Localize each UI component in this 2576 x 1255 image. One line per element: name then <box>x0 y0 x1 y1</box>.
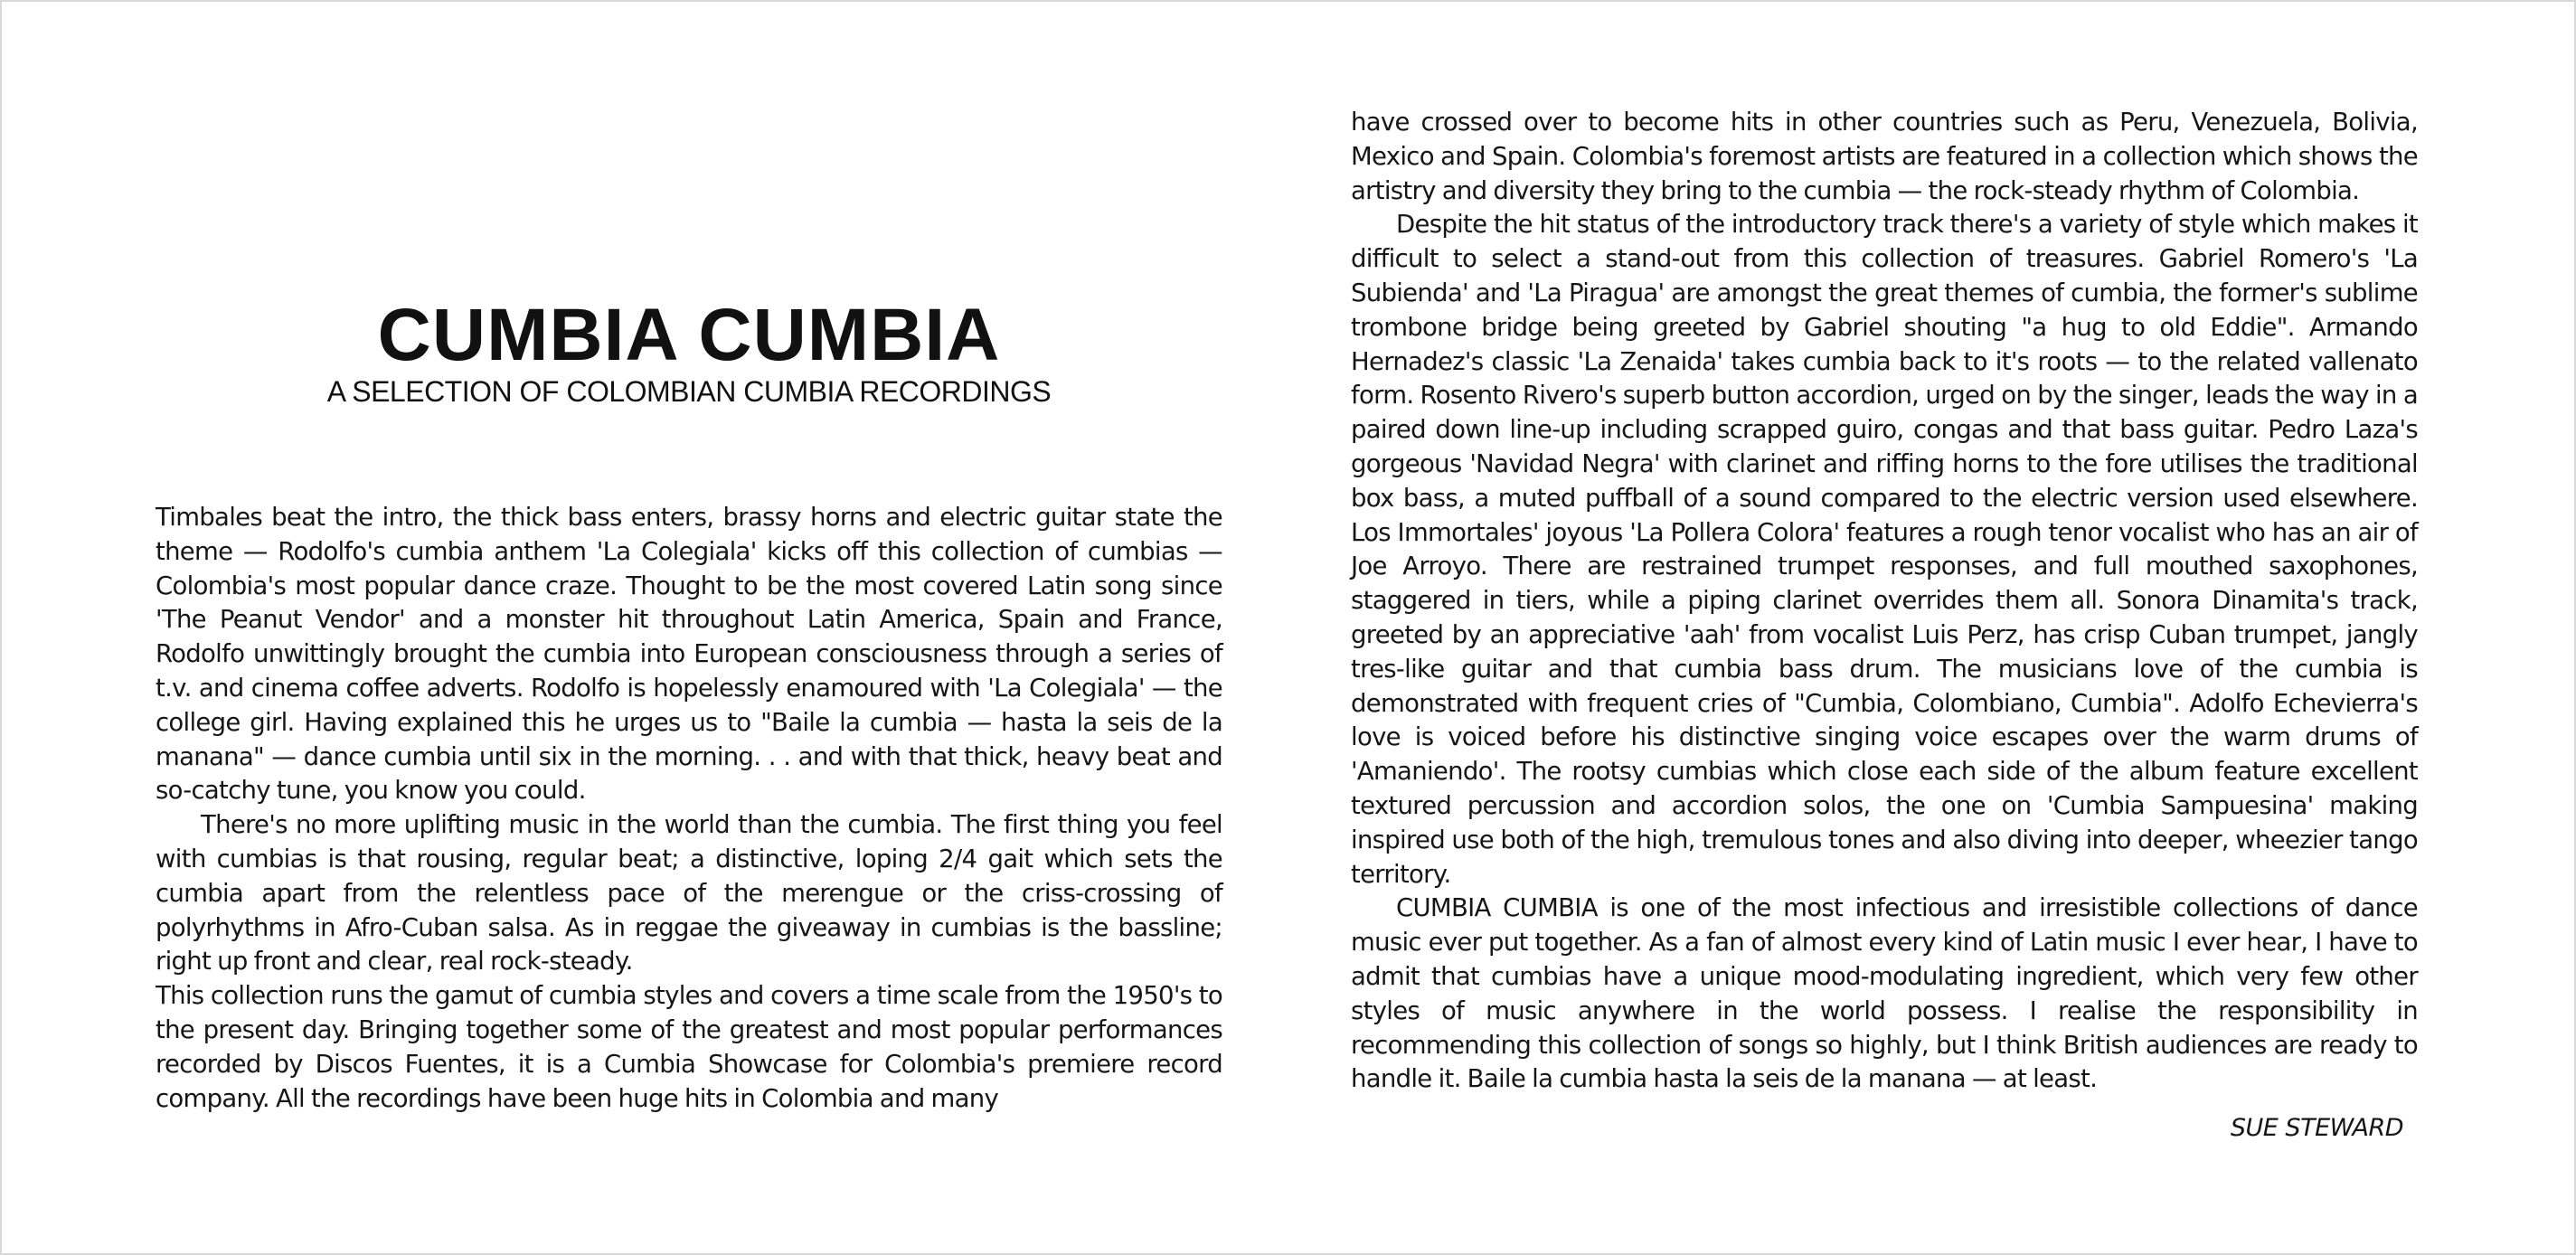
album-title: CUMBIA CUMBIA <box>377 294 1001 376</box>
paragraph-collection-scope: This collection runs the gamut of cumbia styles and covers a time scale from the 1950's to the present day. Bringing together some of the greatest and most popular performances recorded by Discos Fuentes, it is a Cumbia Showcase for Colombia's premiere record company. All the recordings have been huge hits in Colombia and many <box>156 981 1222 1113</box>
paragraph-track-highlights: Despite the hit status of the introductory track there's a variety of style which makes it difficult to select a stand-out from this collection of treasures. Gabriel Romero's 'La Subienda' and 'La Piragua' are amongst the great themes of cumbia, the former's sublime trombone bridge being greeted by Gabriel shouting "a hug to old Eddie". Armando Hernadez's classic 'La Zenaida' takes cumbia back to it's roots — to the related vallenato form. Rosento Rivero's superb button accordion, urged on by the singer, leads the way in a paired down line-up including scrapped guiro, congas and that bass guitar. Pedro Laza's gorgeous 'Navidad Negra' with clarinet and riffing horns to the fore utilises the traditional box bass, a muted puffball of a sound compared to the electric version used elsewhere. Los Immortales' joyous 'La Pollera Colora' features a rough tenor vocalist who has an air of Joe Arroyo. There are restrained trumpet responses, and full mouthed saxophones, staggered in tiers, while a piping clarinet overrides them all. Sonora Dinamita's track, greeted by an appreciative 'aah' from vocalist Luis Perz, has crisp Cuban trumpet, jangly tres-like guitar and that cumbia bass drum. The musicians love of the cumbia is demonstrated with frequent cries of "Cumbia, Colombiano, Cumbia". Adolfo Echevierra's love is voiced before his distinctive singing voice escapes over the warm drums of 'Amaniendo'. The rootsy cumbias which close each side of the album feature excellent textured percussion and accordion solos, the one on 'Cumbia Sampuesina' making inspired use both of the high, tremulous tones and also diving into deeper, wheezier tango territory. <box>1351 210 2418 889</box>
paragraph-conclusion: CUMBIA CUMBIA is one of the most infectious and irresistible collections of dance music ever put together. As a fan of almost every kind of Latin music I ever hear, I have to admit that cumbias have a unique mood-modulating ingredient, which very few other styles of music anywhere in the world possess. I realise the responsibility in recommending this collection of songs so highly, but I think British audiences are ready to handle it. Baile la cumbia hasta la seis de la manana — at least. <box>1351 893 2418 1094</box>
paragraph-intro: Timbales beat the intro, the thick bass enters, brassy horns and electric guitar state the theme — Rodolfo's cumbia anthem 'La Colegiala' kicks off this collection of cumbias — Colombia's most popular dance craze. Thought to be the most covered Latin song since 'The Peanut Vendor' and a monster hit throughout Latin America, Spain and France, Rodolfo unwittingly brought the cumbia into European consciousness through a series of t.v. and cinema coffee adverts. Rodolfo is hopelessly enamoured with 'La Colegiala' — the college girl. Having explained this he urges us to "Baile la cumbia — hasta la seis de la manana" — dance cumbia until six in the morning. . . and with that thick, heavy beat and so-catchy tune, you know you could. <box>156 503 1222 806</box>
album-header <box>156 296 1222 408</box>
author-signature: SUE STEWARD <box>2230 1114 2403 1142</box>
album-subtitle: A SELECTION OF COLOMBIAN CUMBIA RECORDINGS <box>326 375 1052 408</box>
right-text-column <box>1351 106 2418 1097</box>
paragraph-crossover-hits: have crossed over to become hits in other countries such as Peru, Venezuela, Bolivia, Mexico and Spain. Colombia's foremost artists are featured in a collection which shows the artistry and diversity they bring to the cumbia — the rock-steady rhythm of Colombia. <box>1351 108 2418 205</box>
left-text-column <box>156 501 1222 1116</box>
paragraph-uplifting-music: There's no more uplifting music in the world than the cumbia. The first thing you feel with cumbias is that rousing, regular beat; a distinctive, loping 2/4 gait which sets the cumbia apart from the relentless pace of the merengue or the criss-crossing of polyrhythms in Afro-Cuban salsa. As in reggae the giveaway in cumbias is the bassline; right up front and clear, real rock-steady. <box>156 810 1222 977</box>
